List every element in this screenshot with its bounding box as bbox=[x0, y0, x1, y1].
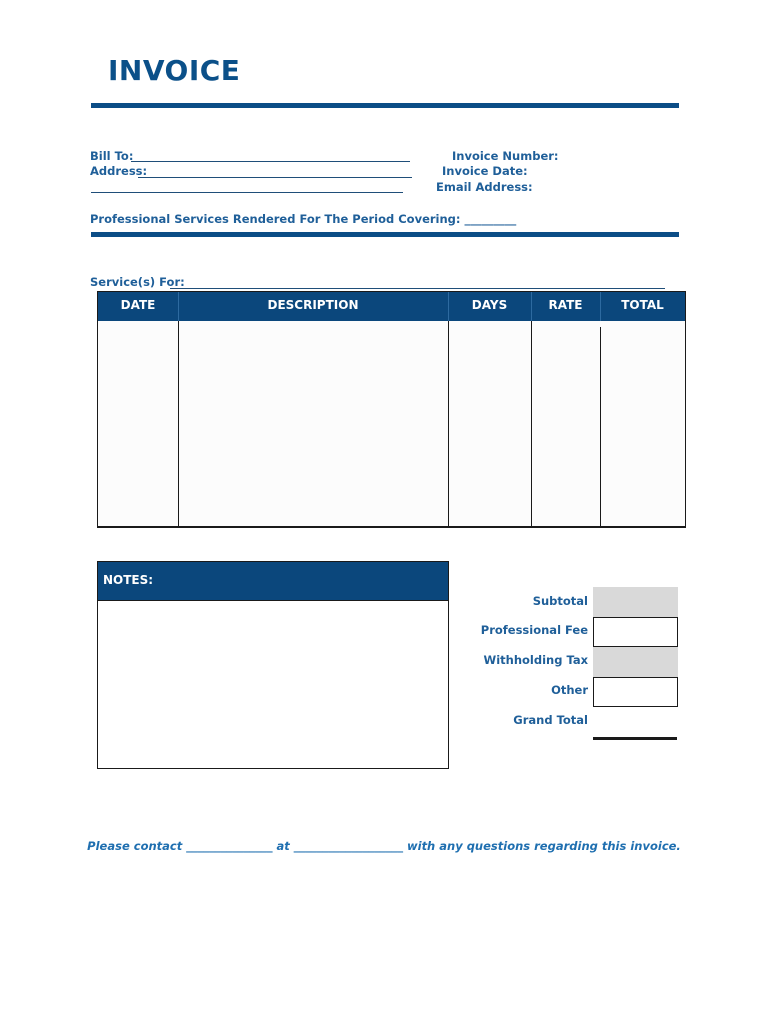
invoice-date-label: Invoice Date: bbox=[442, 164, 528, 178]
withholding-tax-cell bbox=[593, 647, 678, 677]
line-items-table bbox=[97, 291, 686, 528]
contact-footer: Please contact _______________ at ___________________ with any questions regarding this invoice. bbox=[87, 839, 681, 853]
services-for-field[interactable] bbox=[170, 288, 665, 289]
notes-field[interactable] bbox=[98, 601, 448, 768]
professional-fee-label: Professional Fee bbox=[480, 623, 588, 637]
grand-total-underline bbox=[593, 737, 677, 740]
date-cell[interactable] bbox=[98, 321, 178, 527]
professional-fee-field[interactable] bbox=[593, 617, 678, 647]
rate-cell[interactable] bbox=[532, 321, 600, 527]
address-field-line-1[interactable] bbox=[138, 177, 412, 178]
column-header-days: DAYS bbox=[471, 298, 508, 312]
column-header-date: DATE bbox=[120, 298, 156, 312]
address-label: Address: bbox=[90, 164, 148, 178]
service-period-label: Professional Services Rendered For The Period Covering: _________ bbox=[90, 212, 517, 226]
header-divider bbox=[91, 103, 679, 108]
notes-box bbox=[97, 561, 449, 769]
email-address-label: Email Address: bbox=[436, 180, 533, 194]
header-separator bbox=[531, 292, 532, 321]
services-for-label: Service(s) For: bbox=[90, 275, 185, 289]
subtotal-label: Subtotal bbox=[532, 594, 588, 608]
notes-header bbox=[98, 562, 448, 601]
notes-label: NOTES: bbox=[103, 573, 154, 587]
other-label: Other bbox=[551, 683, 588, 697]
bill-to-field[interactable] bbox=[131, 161, 410, 162]
description-cell[interactable] bbox=[179, 321, 448, 527]
address-field-line-2[interactable] bbox=[91, 192, 403, 193]
table-bottom-border bbox=[97, 526, 686, 528]
invoice-number-label: Invoice Number: bbox=[452, 149, 559, 163]
period-divider bbox=[91, 232, 679, 237]
invoice-title: INVOICE bbox=[108, 54, 241, 87]
header-separator bbox=[600, 292, 601, 321]
other-field[interactable] bbox=[593, 677, 678, 707]
column-header-description: DESCRIPTION bbox=[267, 298, 359, 312]
total-cell[interactable] bbox=[601, 321, 685, 527]
column-header-total: TOTAL bbox=[621, 298, 664, 312]
table-header-row bbox=[98, 292, 685, 321]
header-separator bbox=[178, 292, 179, 321]
column-header-rate: RATE bbox=[548, 298, 583, 312]
subtotal-cell bbox=[593, 587, 678, 617]
grand-total-cell bbox=[593, 707, 678, 737]
bill-to-label: Bill To: bbox=[90, 149, 134, 163]
withholding-tax-label: Withholding Tax bbox=[483, 653, 588, 667]
header-separator bbox=[448, 292, 449, 321]
grand-total-label: Grand Total bbox=[513, 713, 588, 727]
days-cell[interactable] bbox=[449, 321, 531, 527]
